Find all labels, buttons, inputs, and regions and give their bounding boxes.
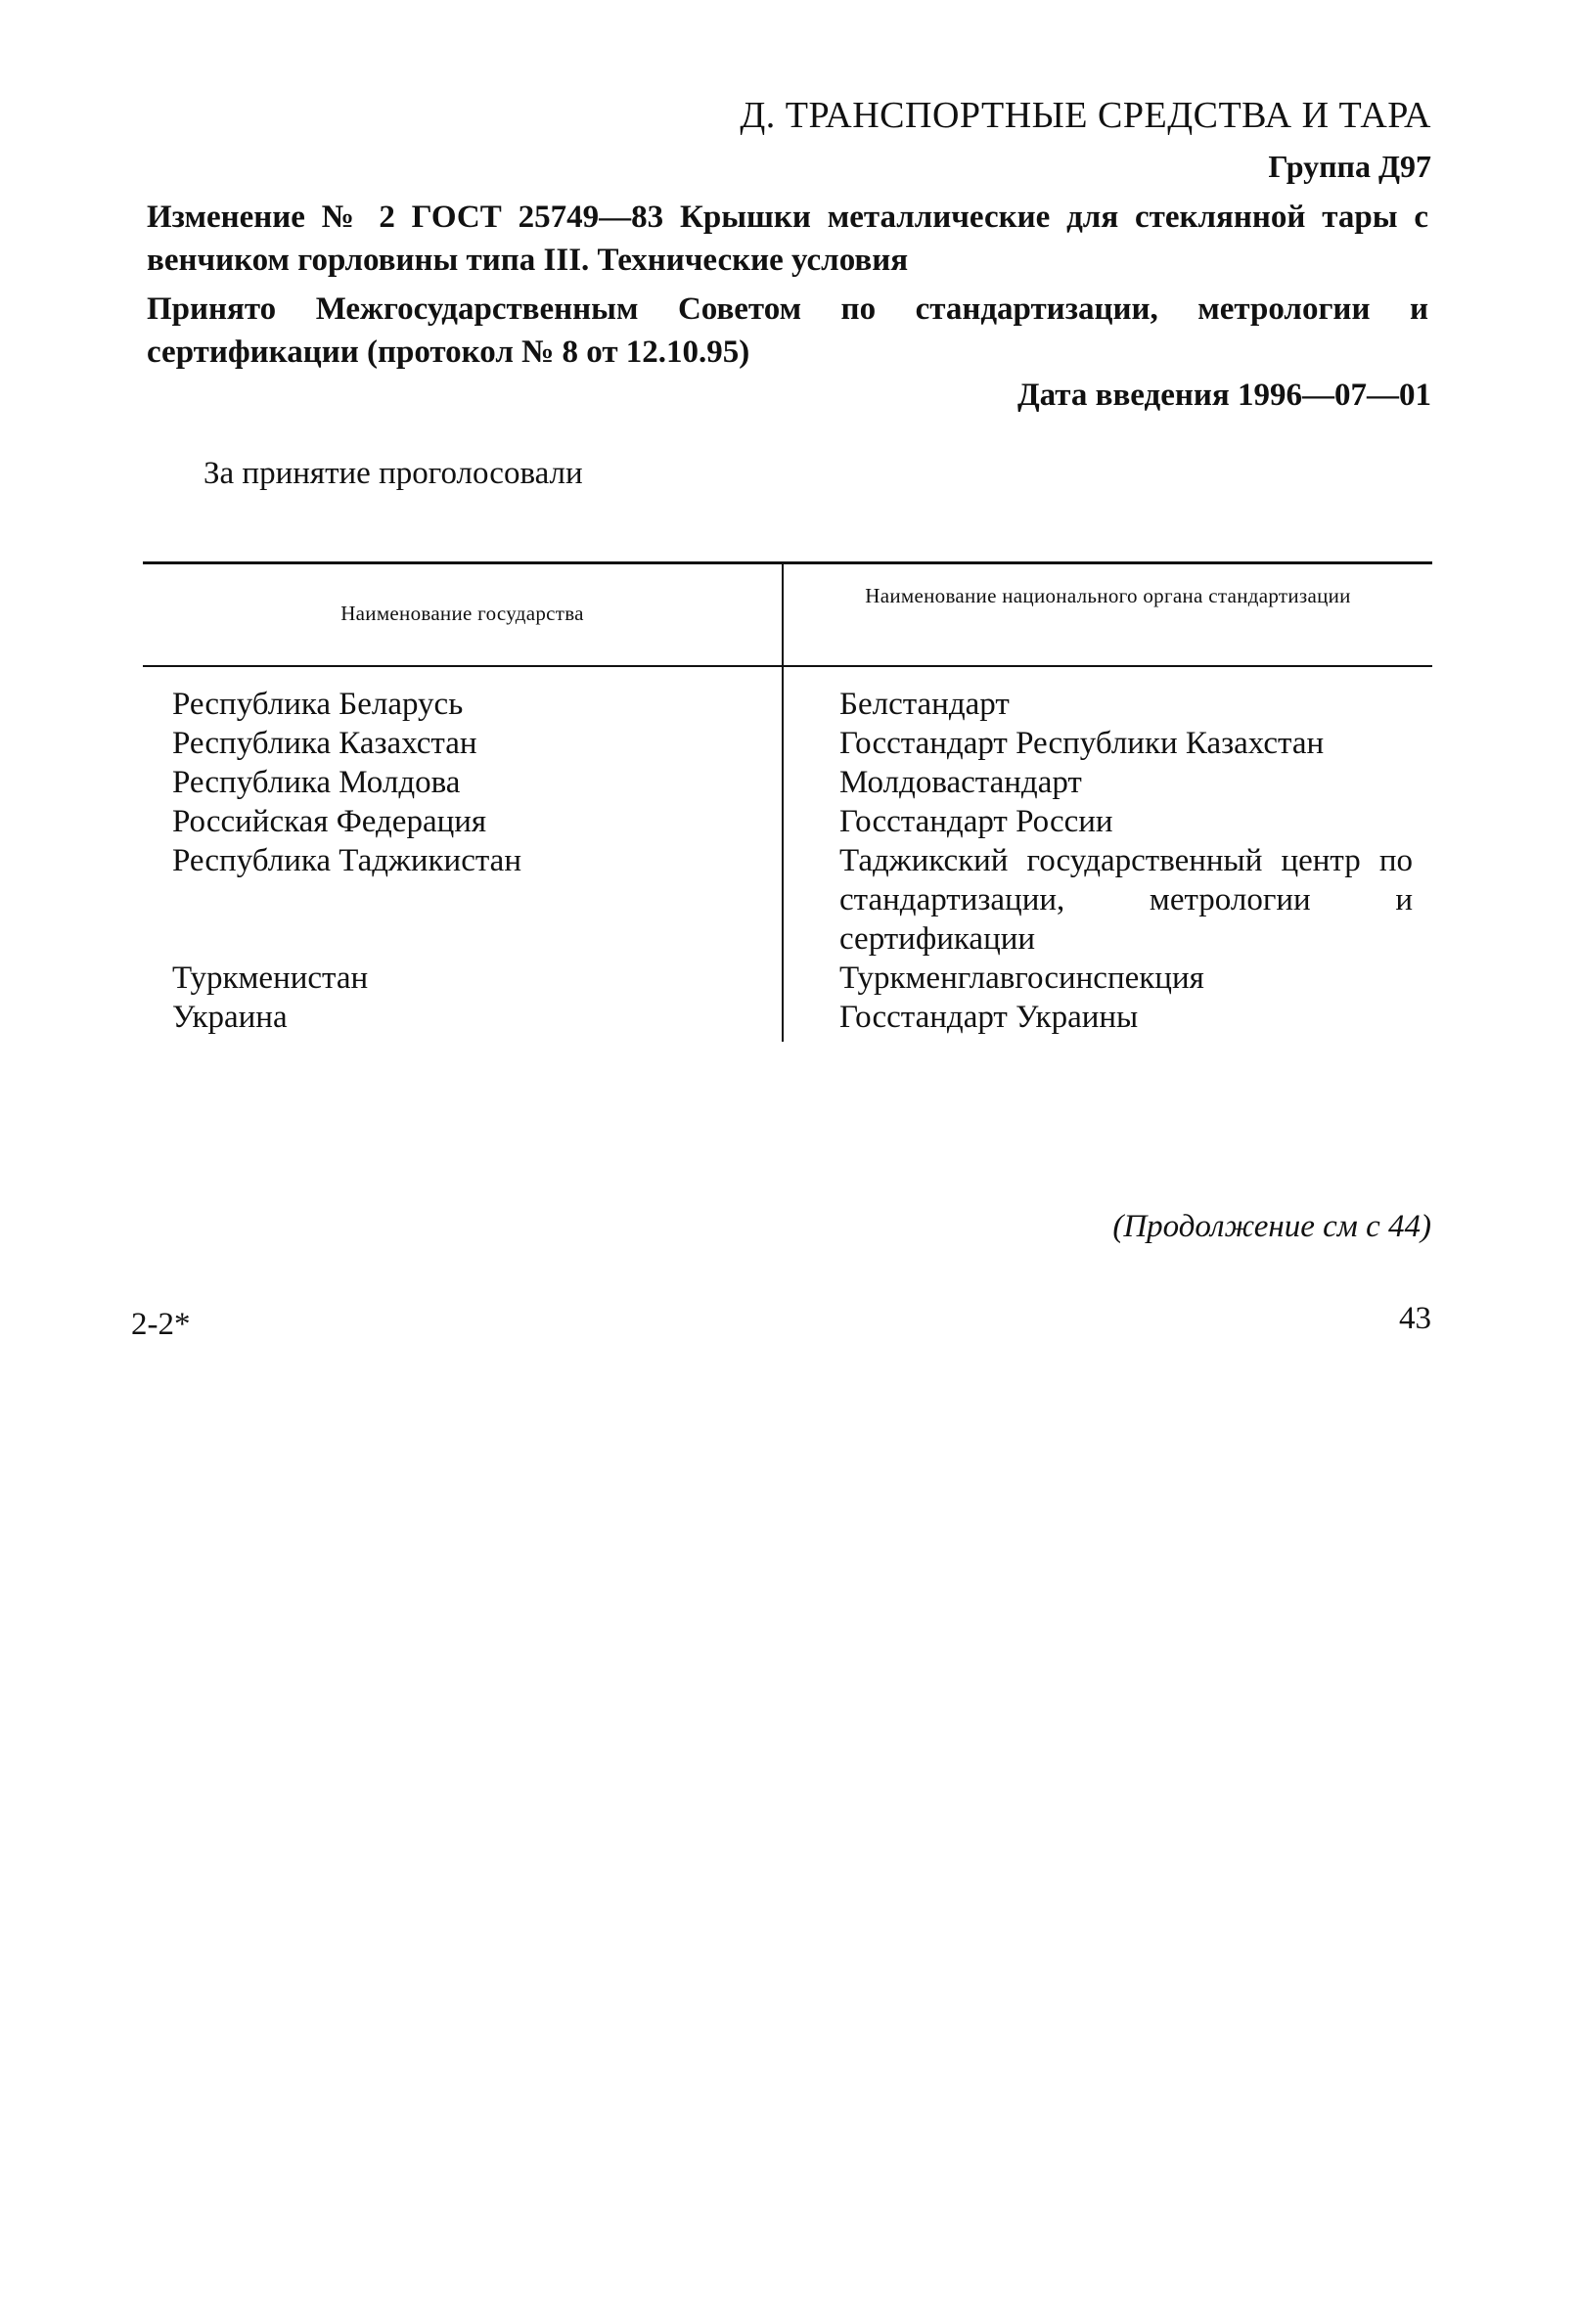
page-number: 43	[1399, 1301, 1431, 1336]
table-column-divider	[782, 564, 784, 1042]
table-top-rule	[143, 561, 1432, 564]
group-label: Группа Д97	[1268, 149, 1431, 184]
state-cell: Российская Федерация	[172, 804, 487, 839]
state-cell: Республика Молдова	[172, 765, 461, 800]
continuation-note: (Продолжение см с 44)	[1112, 1209, 1431, 1244]
organ-column	[839, 685, 1413, 1037]
organ-cell: Госстандарт Украины	[839, 1000, 1139, 1035]
table-header-state: Наименование государства	[340, 602, 584, 625]
organ-cell: Молдовастандарт	[839, 765, 1082, 800]
organ-cell: Туркменглавгосинспекция	[839, 961, 1204, 996]
change-title: Изменение № 2 ГОСТ 25749—83 Крышки металлические для стеклянной тары с венчиком горловины типа III. Технические условия	[147, 200, 1428, 278]
organ-cell: Белстандарт	[839, 687, 1010, 722]
organ-cell: Таджикский государственный центр по стандартизации, метрологии и сертификации	[839, 843, 1413, 957]
section-title: Д. ТРАНСПОРТНЫЕ СРЕДСТВА И ТАРА	[740, 95, 1431, 136]
state-cell: Республика Беларусь	[172, 687, 464, 722]
organ-cell: Госстандарт России	[839, 804, 1113, 839]
state-cell: Республика Казахстан	[172, 726, 477, 761]
state-column	[172, 685, 769, 1037]
page-signature-mark: 2-2*	[131, 1307, 191, 1342]
table-header-rule	[143, 665, 1432, 667]
voted-label: За принятие проголосовали	[203, 456, 583, 491]
state-cell: Республика Таджикистан	[172, 843, 521, 878]
table-header-organ: Наименование национального органа стандартизации	[865, 584, 1351, 607]
state-cell: Туркменистан	[172, 961, 369, 996]
adopted-statement: Принято Межгосударственным Советом по стандартизации, метрологии и сертификации (протокол № 8 от 12.10.95)	[147, 291, 1428, 370]
introduction-date: Дата введения 1996—07—01	[1016, 378, 1431, 413]
state-cell: Украина	[172, 1000, 288, 1035]
organ-cell: Госстандарт Республики Казахстан	[839, 726, 1325, 761]
